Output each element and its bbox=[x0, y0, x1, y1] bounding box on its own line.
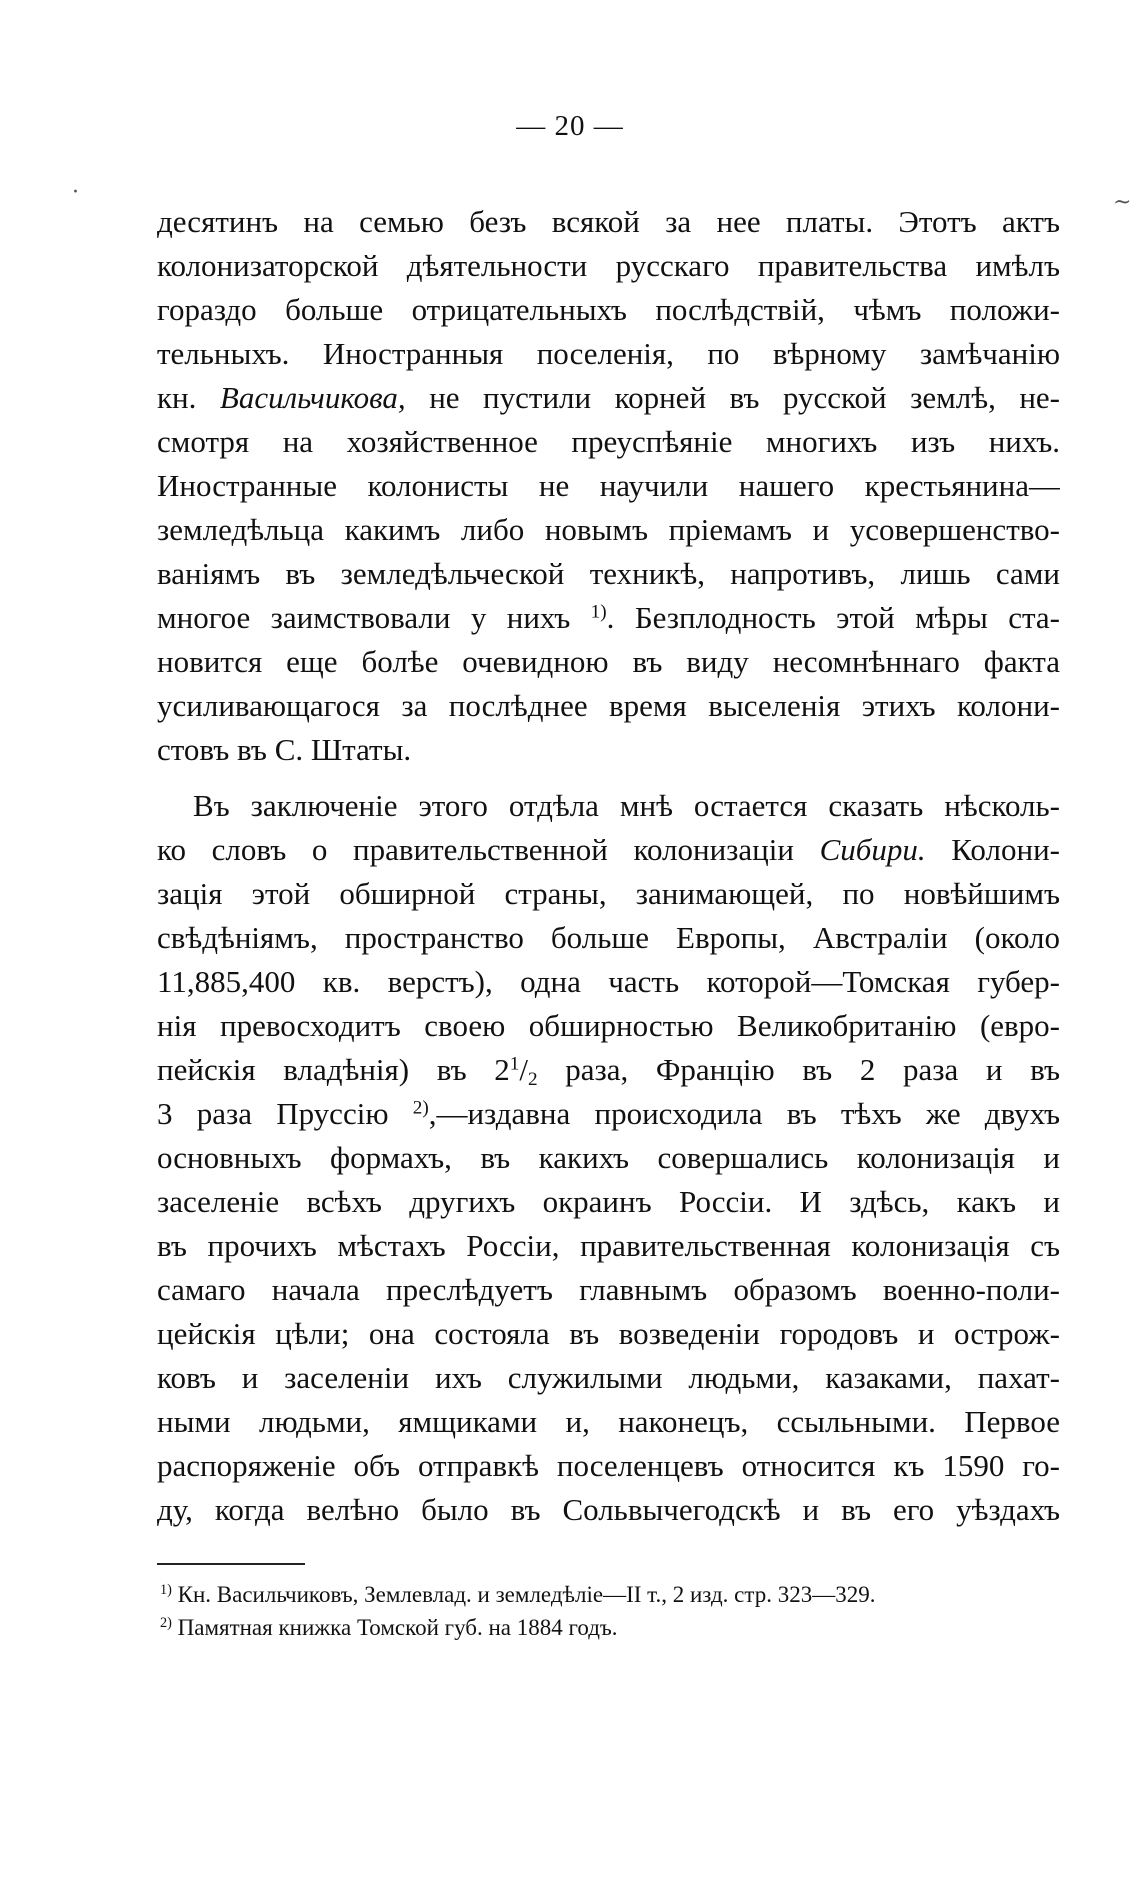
text-line: ду, когда велѣно было въ Сольвычегодскѣ и въ его уѣздахъ bbox=[157, 1492, 1060, 1527]
text-line bbox=[157, 596, 1060, 640]
text-line: тельныхъ. Иностранныя поселенія, по вѣрному замѣчанію bbox=[157, 336, 1060, 371]
text-line: колонизаторской дѣятельности русскаго правительства имѣлъ bbox=[157, 248, 1060, 283]
text-line: цейскія цѣли; она состояла въ возведеніи городовъ и острож- bbox=[157, 1316, 1060, 1351]
italic-name: Васильчикова, bbox=[219, 380, 406, 415]
text-line: самаго начала преслѣдуетъ главнымъ образомъ военно-поли- bbox=[157, 1272, 1060, 1307]
text-line: зація этой обширной страны, занимающей, по новѣйшимъ bbox=[157, 876, 1060, 911]
text-line: 11,885,400 кв. верстъ), одна часть которой—Томская губер- bbox=[157, 964, 1060, 999]
footnote-1 bbox=[160, 1580, 1060, 1610]
text-line: смотря на хозяйственное преуспѣяніе многихъ изъ нихъ. bbox=[157, 424, 1060, 459]
text-segment: многое заимствовали у нихъ bbox=[157, 600, 571, 635]
text-line: десятинъ на семью безъ всякой за нее платы. Этотъ актъ bbox=[157, 204, 1060, 239]
footnote-mark: 2) bbox=[160, 1615, 172, 1632]
footnote-ref-1: 1) bbox=[590, 601, 607, 623]
margin-mark: ~ bbox=[1113, 190, 1132, 215]
text-line: гораздо больше отрицательныхъ послѣдствій, чѣмъ положи- bbox=[157, 292, 1060, 327]
text-segment: пейскія владѣнія) въ 2 bbox=[157, 1052, 510, 1087]
text-line: Въ заключеніе этого отдѣла мнѣ остается сказать нѣсколь- bbox=[193, 788, 1060, 823]
text-segment: не пустили корней въ русской землѣ, не- bbox=[429, 380, 1060, 415]
margin-dot: · bbox=[72, 180, 79, 205]
footnote-divider bbox=[157, 1563, 305, 1565]
text-line: распоряженіе объ отправкѣ поселенцевъ относится къ 1590 го- bbox=[157, 1448, 1060, 1483]
text-line: усиливающагося за послѣднее время выселенія этихъ колони- bbox=[157, 688, 1060, 723]
text-line bbox=[157, 1092, 1060, 1136]
text-line: нія превосходитъ своею обширностью Великобританію (евро- bbox=[157, 1008, 1060, 1043]
text-line bbox=[157, 376, 1060, 420]
fraction-slash: / bbox=[519, 1052, 529, 1087]
text-line: заселеніе всѣхъ другихъ окраинъ Россіи. И здѣсь, какъ и bbox=[157, 1184, 1060, 1219]
italic-name: Сибири. bbox=[819, 832, 926, 867]
text-line bbox=[157, 828, 1060, 872]
footnote-2 bbox=[160, 1613, 1060, 1643]
text-segment: ко словъ о правительственной колонизаціи bbox=[157, 832, 794, 867]
text-segment: кн. bbox=[157, 380, 197, 415]
text-line: ваніямъ въ земледѣльческой техникѣ, напротивъ, лишь сами bbox=[157, 556, 1060, 591]
fraction-numerator: 1 bbox=[509, 1053, 520, 1075]
text-line: Иностранные колонисты не научили нашего крестьянина— bbox=[157, 468, 1060, 503]
text-line: въ прочихъ мѣстахъ Россіи, правительственная колонизація съ bbox=[157, 1228, 1060, 1263]
text-line: свѣдѣніямъ, пространство больше Европы, Австраліи (около bbox=[157, 920, 1060, 955]
text-line: основныхъ формахъ, въ какихъ совершались колонизація и bbox=[157, 1140, 1060, 1175]
text-line: ковъ и заселеніи ихъ служилыми людьми, казаками, пахат- bbox=[157, 1360, 1060, 1395]
text-line bbox=[157, 1048, 1060, 1092]
text-line: новится еще болѣе очевидною въ виду несомнѣннаго факта bbox=[157, 644, 1060, 679]
text-segment: 3 раза Пруссію bbox=[157, 1096, 389, 1131]
text-line: земледѣльца какимъ либо новымъ пріемамъ и усовершенство- bbox=[157, 512, 1060, 547]
footnote-text: Кн. Васильчиковъ, Землевлад. и земледѣліе—II т., 2 изд. стр. 323—329. bbox=[177, 1582, 876, 1607]
text-line: ными людьми, ямщиками и, наконецъ, ссыльными. Первое bbox=[157, 1404, 1060, 1439]
text-segment: . Безплодность этой мѣры ста- bbox=[606, 600, 1060, 635]
footnote-text: Памятная книжка Томской губ. на 1884 годъ. bbox=[177, 1615, 618, 1640]
fraction-denominator: 2 bbox=[528, 1068, 538, 1090]
footnote-mark: 1) bbox=[160, 1582, 172, 1599]
footnote-ref-2: 2) bbox=[412, 1097, 429, 1119]
text-segment: Колони- bbox=[951, 832, 1060, 867]
page-number: — 20 — bbox=[516, 110, 624, 142]
text-segment: раза, Францію въ 2 раза и въ bbox=[565, 1052, 1060, 1087]
text-line: стовъ въ С. Штаты. bbox=[157, 732, 412, 767]
text-segment: ,—издавна происходила въ тѣхъ же двухъ bbox=[428, 1096, 1060, 1131]
